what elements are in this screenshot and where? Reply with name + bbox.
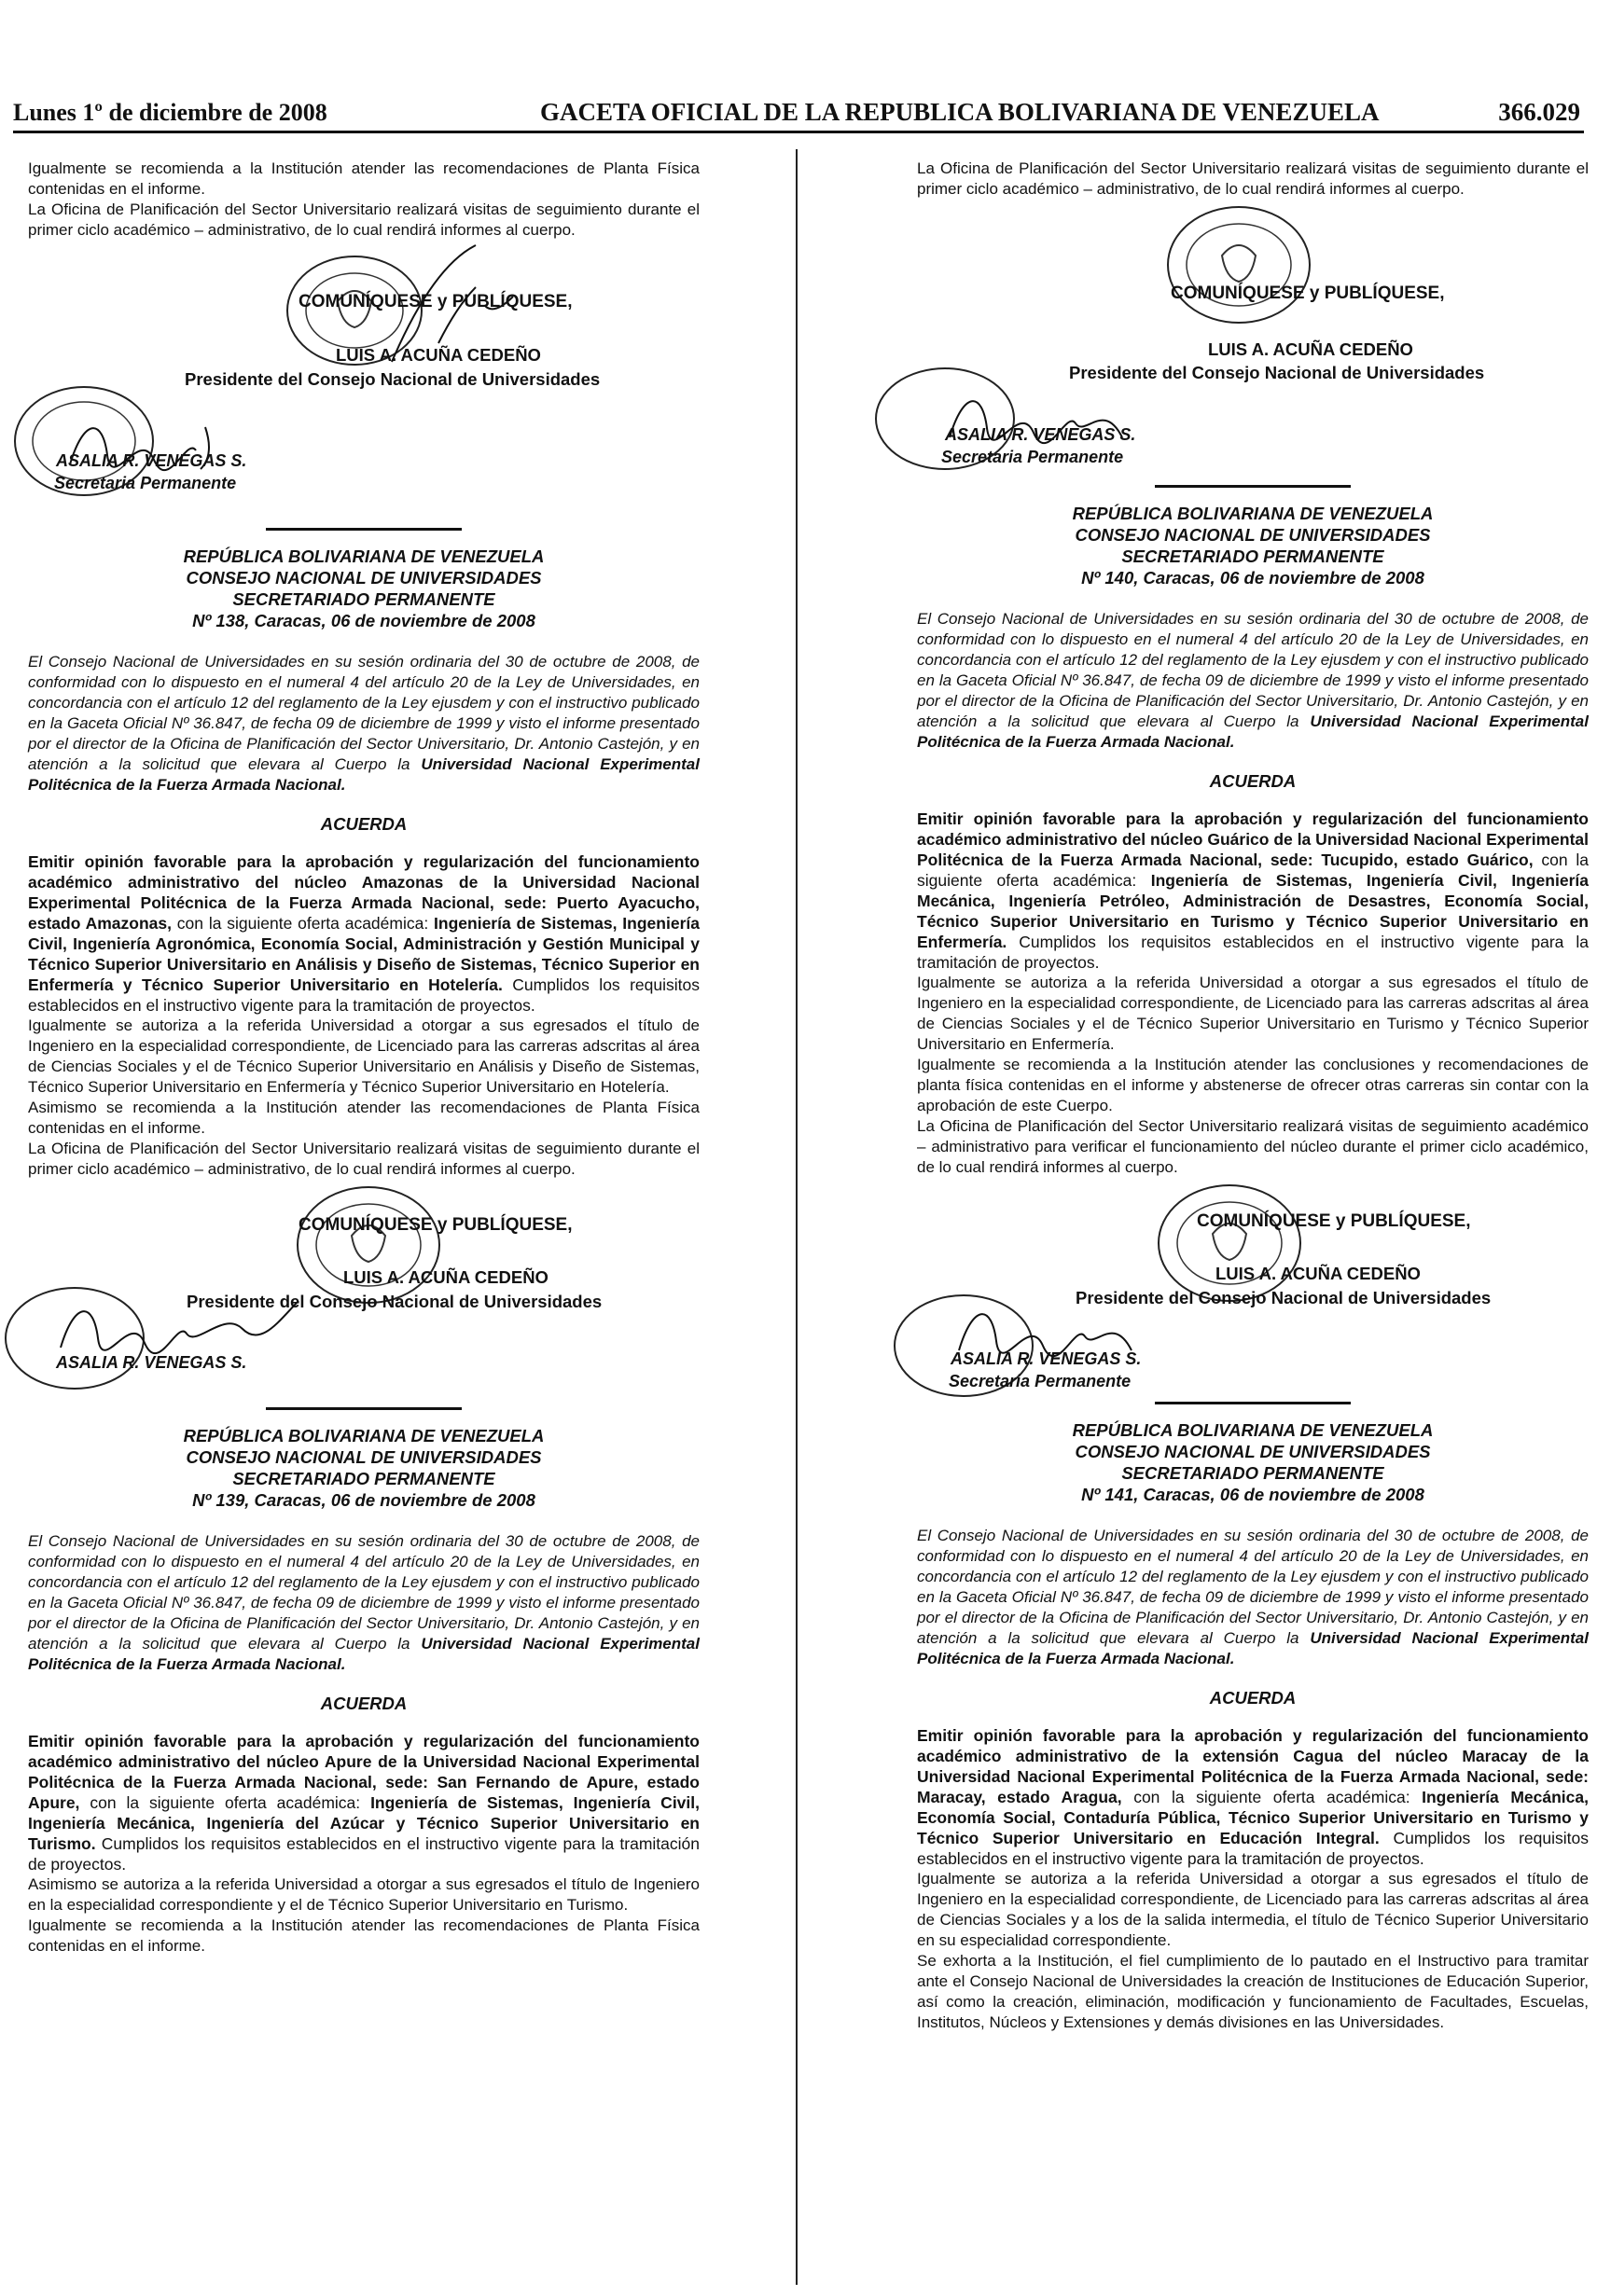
- resolution-paragraph: Igualmente se autoriza a la referida Universidad a otorgar a sus egresados el título de Ingeniero en la especialidad correspondiente, de Licenciado para las carreras adscritas al área de Ciencias Sociales y el de Técnico Superior Universitario en Análisis y Diseño de Sistemas, Técnico Superior Universitario en Enfermería y Técnico Superior Universitario en Hotelería.: [28, 1017, 700, 1096]
- continuation-paragraph: La Oficina de Planificación del Sector Universitario realizará visitas de seguimiento durante el primer ciclo académico – administrativo, de lo cual rendirá informes al cuerpo.: [917, 159, 1589, 198]
- secretary-name: ASALIA R. VENEGAS S.: [945, 425, 1136, 444]
- resolution-141: [917, 1419, 1589, 2033]
- president-name: LUIS A. ACUÑA CEDEÑO: [336, 345, 541, 365]
- resolution-paragraph: Igualmente se autoriza a la referida Universidad a otorgar a sus egresados el título de Ingeniero en la especialidad correspondiente, de Licenciado para las carreras adscritas al área de Ciencias Sociales y a los de la salida intermedia, el título de Técnico Superior Universitario en su especialidad correspondiente.: [917, 1870, 1589, 1949]
- president-role: Presidente del Consejo Nacional de Universidades: [187, 1292, 603, 1311]
- resolution-139: [28, 1425, 700, 1957]
- continuation-paragraph: Igualmente se recomienda a la Institución atender las recomendaciones de Planta Física contenidas en el informe.: [28, 159, 700, 198]
- section-separator: [1155, 1402, 1351, 1404]
- secretary-role: Secretaria Permanente: [54, 474, 237, 492]
- president-role: Presidente del Consejo Nacional de Universidades: [1069, 363, 1485, 382]
- section-separator: [266, 528, 462, 531]
- signature-block: [28, 241, 700, 511]
- resolution-heading: CONSEJO NACIONAL DE UNIVERSIDADES: [1075, 1442, 1431, 1461]
- column-divider: [796, 149, 798, 2285]
- resolution-heading: SECRETARIADO PERMANENTE: [232, 1469, 495, 1488]
- acuerda-heading: ACUERDA: [320, 1694, 408, 1713]
- resolution-heading: REPÚBLICA BOLIVARIANA DE VENEZUELA: [183, 1426, 545, 1445]
- signature-block: [917, 1178, 1589, 1402]
- resolution-intro: El Consejo Nacional de Universidades en su sesión ordinaria del 30 de octubre de 2008, de conformidad con lo dispuesto en el numeral 4 del artículo 20 de la Ley de Universidades, en concordancia con el artículo 12 del reglamento de la Ley ejusdem y con el instructivo publicado en la Gaceta Oficial Nº 36.847, de fecha 09 de diciembre de 1999 y visto el informe presentado por el director de la Oficina de Planificación del Sector Universitario, Dr. Antonio Castejón, y en atención a la solicitud que elevara al Cuerpo la Universidad Nacional Experimental Politécnica de la Fuerza Armada Nacional.: [28, 653, 700, 794]
- resolution-heading: REPÚBLICA BOLIVARIANA DE VENEZUELA: [1072, 1420, 1434, 1440]
- comuniquese-text: COMUNÍQUESE y PUBLÍQUESE,: [299, 292, 573, 311]
- resolution-paragraph: Asimismo se autoriza a la referida Universidad a otorgar a sus egresados el título de Ingeniero en la especialidad correspondiente y el de Técnico Superior Universitario en Turismo.: [28, 1875, 700, 1914]
- acuerda-heading: ACUERDA: [320, 814, 408, 834]
- resolution-opinion: Emitir opinión favorable para la aprobación y regularización del funcionamiento académico administrativo de la extensión Cagua del núcleo Maracay de la Universidad Nacional Experimental Politécnica de la Fuerza Armada Nacional, sede: Maracay, estado Aragua, con la siguiente oferta académica: Ingeniería Mecánica, Economía Social, Contaduría Pública, Técnico Superior Universitario en Turismo y Técnico Superior Universitario en Educación Integral. Cumplidos los requisitos establecidos en el instructivo vigente para la tramitación de proyectos.: [917, 1726, 1589, 1868]
- resolution-paragraph: Igualmente se recomienda a la Institución atender las conclusiones y recomendaciones de planta física contenidas en el informe y abstenerse de ofrecer otras carreras sin contar con la aprobación de este Cuerpo.: [917, 1056, 1589, 1114]
- secretary-role: Secretaria Permanente: [941, 448, 1124, 466]
- comuniquese-text: COMUNÍQUESE y PUBLÍQUESE,: [1197, 1211, 1471, 1231]
- president-name: LUIS A. ACUÑA CEDEÑO: [1208, 339, 1413, 359]
- resolution-140: [917, 503, 1589, 1178]
- section-separator: [266, 1407, 462, 1410]
- header-date: Lunes 1º de diciembre de 2008: [13, 99, 327, 126]
- official-seal-icon: [1160, 200, 1318, 330]
- right-column: [917, 159, 1589, 2033]
- resolution-heading: SECRETARIADO PERMANENTE: [1121, 1463, 1384, 1483]
- president-role: Presidente del Consejo Nacional de Universidades: [185, 369, 601, 389]
- header-page-number: 366.029: [1498, 98, 1580, 126]
- resolution-heading: SECRETARIADO PERMANENTE: [1121, 546, 1384, 566]
- continuation-paragraph: La Oficina de Planificación del Sector Universitario realizará visitas de seguimiento durante el primer ciclo académico – administrativo, de lo cual rendirá informes al cuerpo.: [28, 201, 700, 239]
- resolution-intro: El Consejo Nacional de Universidades en su sesión ordinaria del 30 de octubre de 2008, de conformidad con lo dispuesto en el numeral 4 del artículo 20 de la Ley de Universidades, en concordancia con el artículo 12 del reglamento de la Ley ejusdem y con el instructivo publicado en la Gaceta Oficial Nº 36.847, de fecha 09 de diciembre de 1999 y visto el informe presentado por el director de la Oficina de Planificación del Sector Universitario, Dr. Antonio Castejón, y en atención a la solicitud que elevara al Cuerpo la Universidad Nacional Experimental Politécnica de la Fuerza Armada Nacional.: [28, 1532, 700, 1673]
- resolution-heading: CONSEJO NACIONAL DE UNIVERSIDADES: [186, 1447, 542, 1467]
- secretary-signature-icon: [945, 381, 1150, 456]
- secretary-signature-icon: [65, 408, 252, 483]
- page-header: [13, 93, 1584, 133]
- resolution-paragraph: Asimismo se recomienda a la Institución atender las recomendaciones de Planta Física contenidas en el informe.: [28, 1099, 700, 1137]
- resolution-heading: CONSEJO NACIONAL DE UNIVERSIDADES: [186, 568, 542, 588]
- resolution-number: Nº 140, Caracas, 06 de noviembre de 2008: [1081, 568, 1424, 588]
- secretary-name: ASALIA R. VENEGAS S.: [56, 1353, 247, 1372]
- section-separator: [1155, 485, 1351, 488]
- resolution-opinion: Emitir opinión favorable para la aprobación y regularización del funcionamiento académico administrativo del núcleo Amazonas de la Universidad Nacional Experimental Politécnica de la Fuerza Armada Nacional, sede: Puerto Ayacucho, estado Amazonas, con la siguiente oferta académica: Ingeniería de Sistemas, Ingeniería Civil, Ingeniería Agronómica, Economía Social, Administración y Gestión Municipal y Técnico Superior Universitario en Análisis y Diseño de Sistemas, Técnico Superior en Enfermería y Técnico Superior Universitario en Hotelería. Cumplidos los requisitos establecidos en el instructivo vigente para la tramitación de proyectos.: [28, 852, 700, 1015]
- resolution-paragraph: La Oficina de Planificación del Sector Universitario realizará visitas de seguimiento durante el primer ciclo académico – administrativo, de lo cual rendirá informes al cuerpo.: [28, 1140, 700, 1178]
- resolution-paragraph: Se exhorta a la Institución, el fiel cumplimiento de lo pautado en el Instructivo para tramitar ante el Consejo Nacional de Universidades la creación de Instituciones de Educación Superior, así como la creación, eliminación, modificación y funcionamiento de Facultades, Escuelas, Institutos, Núcleos y Extensiones y demás divisiones en las Universidades.: [917, 1952, 1589, 2031]
- signature-block: [28, 1180, 700, 1404]
- resolution-number: Nº 138, Caracas, 06 de noviembre de 2008: [192, 611, 535, 630]
- resolution-intro: El Consejo Nacional de Universidades en su sesión ordinaria del 30 de octubre de 2008, de conformidad con lo dispuesto en el numeral 4 del artículo 20 de la Ley de Universidades, en concordancia con el artículo 12 del reglamento de la Ley ejusdem y con el instructivo publicado en la Gaceta Oficial Nº 36.847, de fecha 09 de diciembre de 1999 y visto el informe presentado por el director de la Oficina de Planificación del Sector Universitario, Dr. Antonio Castejón, y en atención a la solicitud que elevara al Cuerpo la Universidad Nacional Experimental Politécnica de la Fuerza Armada Nacional.: [917, 610, 1589, 751]
- acuerda-heading: ACUERDA: [1209, 1688, 1297, 1708]
- resolution-138: [28, 546, 700, 1180]
- resolution-heading: SECRETARIADO PERMANENTE: [232, 589, 495, 609]
- header-title: GACETA OFICIAL DE LA REPUBLICA BOLIVARIANA DE VENEZUELA: [540, 98, 1380, 126]
- resolution-number: Nº 141, Caracas, 06 de noviembre de 2008: [1081, 1485, 1424, 1504]
- acuerda-heading: ACUERDA: [1209, 771, 1297, 791]
- left-column: [28, 159, 700, 1957]
- secretary-role: Secretaria Permanente: [949, 1372, 1132, 1390]
- secretary-name: ASALIA R. VENEGAS S.: [56, 451, 247, 470]
- president-role: Presidente del Consejo Nacional de Universidades: [1076, 1288, 1492, 1307]
- resolution-paragraph: Igualmente se autoriza a la referida Universidad a otorgar a sus egresados el título de Ingeniero en la especialidad correspondiente, de Licenciado para las carreras adscritas al área de Ciencias Sociales y el de Técnico Superior Universitario en Turismo y Técnico Superior Universitario en Enfermería.: [917, 974, 1589, 1053]
- official-seal-icon: [289, 1180, 448, 1310]
- comuniquese-text: COMUNÍQUESE y PUBLÍQUESE,: [1171, 284, 1445, 303]
- comuniquese-text: COMUNÍQUESE y PUBLÍQUESE,: [299, 1215, 573, 1235]
- secretary-name: ASALIA R. VENEGAS S.: [951, 1349, 1142, 1368]
- resolution-paragraph: La Oficina de Planificación del Sector Universitario realizará visitas de seguimiento académico – administrativo para verificar el funcionamiento del núcleo durante el primer ciclo académico, de lo cual rendirá informes al cuerpo.: [917, 1117, 1589, 1176]
- resolution-heading: REPÚBLICA BOLIVARIANA DE VENEZUELA: [183, 546, 545, 566]
- resolution-number: Nº 139, Caracas, 06 de noviembre de 2008: [192, 1490, 535, 1510]
- president-name: LUIS A. ACUÑA CEDEÑO: [343, 1267, 549, 1287]
- president-name: LUIS A. ACUÑA CEDEÑO: [1215, 1264, 1421, 1283]
- resolution-intro: El Consejo Nacional de Universidades en su sesión ordinaria del 30 de octubre de 2008, de conformidad con lo dispuesto en el numeral 4 del artículo 20 de la Ley de Universidades, en concordancia con el artículo 12 del reglamento de la Ley ejusdem y con el instructivo publicado en la Gaceta Oficial Nº 36.847, de fecha 09 de diciembre de 1999 y visto el informe presentado por el director de la Oficina de Planificación del Sector Universitario, Dr. Antonio Castejón, y en atención a la solicitud que elevara al Cuerpo la Universidad Nacional Experimental Politécnica de la Fuerza Armada Nacional.: [917, 1527, 1589, 1667]
- signature-block: [917, 200, 1589, 470]
- resolution-paragraph: Igualmente se recomienda a la Institución atender las recomendaciones de Planta Física contenidas en el informe.: [28, 1916, 700, 1955]
- resolution-opinion: Emitir opinión favorable para la aprobación y regularización del funcionamiento académico administrativo del núcleo Guárico de la Universidad Nacional Experimental Politécnica de la Fuerza Armada Nacional, sede: Tucupido, estado Guárico, con la siguiente oferta académica: Ingeniería de Sistemas, Ingeniería Civil, Ingeniería Mecánica, Ingeniería Petróleo, Administración de Desastres, Economía Social, Técnico Superior Universitario en Turismo y Técnico Superior Universitario en Enfermería. Cumplidos los requisitos establecidos en el instructivo vigente para la tramitación de proyectos.: [917, 809, 1589, 972]
- resolution-opinion: Emitir opinión favorable para la aprobación y regularización del funcionamiento académico administrativo del núcleo Apure de la Universidad Nacional Experimental Politécnica de la Fuerza Armada Nacional, sede: San Fernando de Apure, estado Apure, con la siguiente oferta académica: Ingeniería de Sistemas, Ingeniería Civil, Ingeniería Mecánica, Ingeniería del Azúcar y Técnico Superior Universitario en Turismo. Cumplidos los requisitos establecidos en el instructivo vigente para la tramitación de proyectos.: [28, 1732, 700, 1874]
- resolution-heading: CONSEJO NACIONAL DE UNIVERSIDADES: [1075, 525, 1431, 545]
- resolution-heading: REPÚBLICA BOLIVARIANA DE VENEZUELA: [1072, 504, 1434, 523]
